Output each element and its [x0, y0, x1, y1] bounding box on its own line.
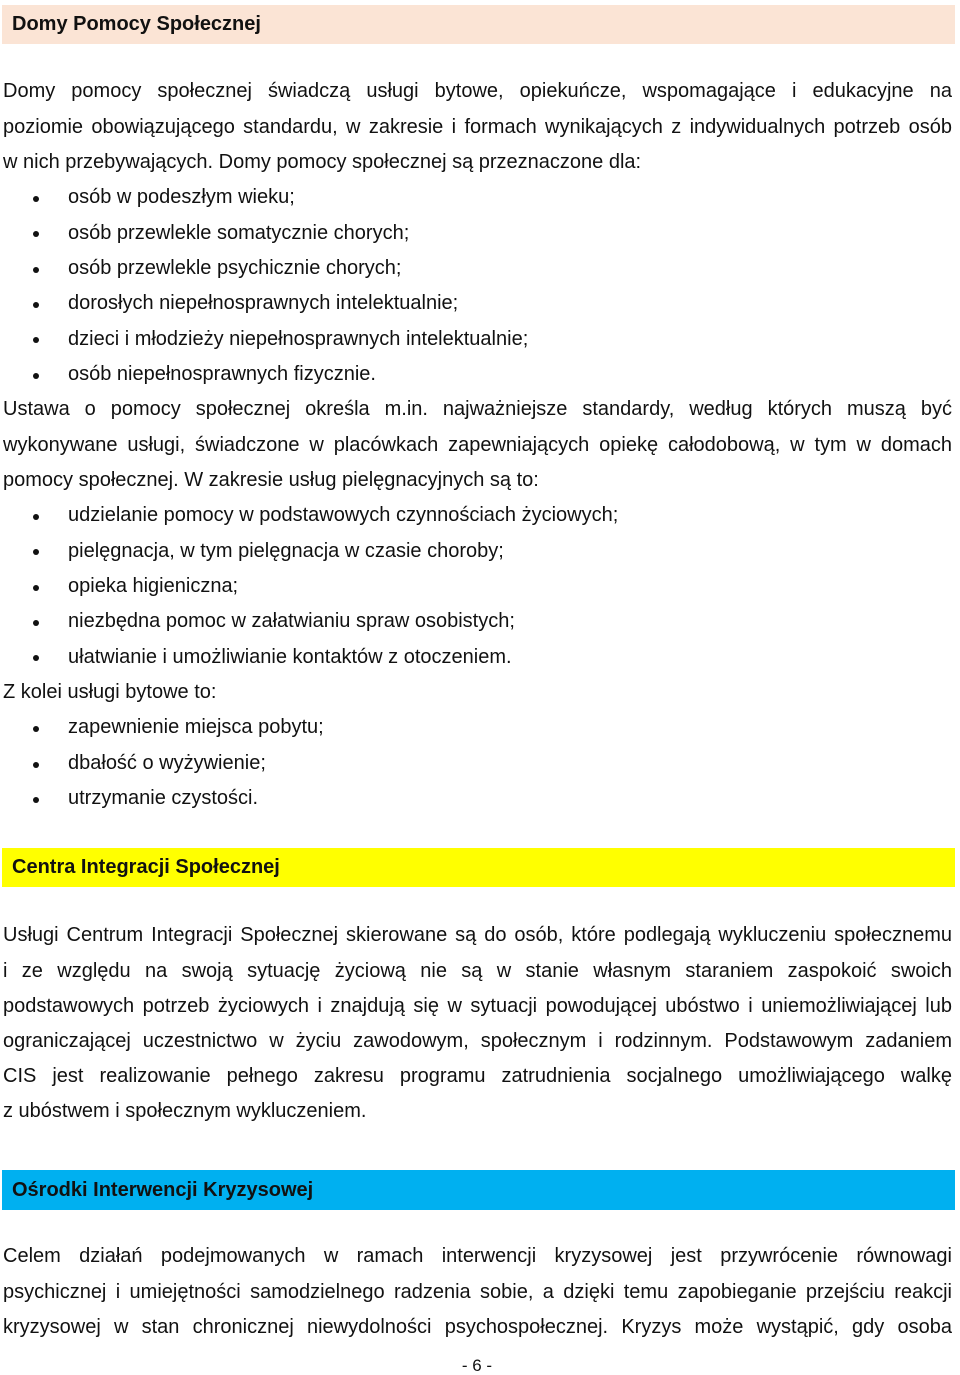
section-heading-dps [2, 5, 955, 44]
paragraph-standards [3, 392, 952, 498]
paragraph-oik [3, 1239, 952, 1346]
bullet-list-living-services [3, 710, 952, 816]
list-item-text: osób przewlekle psychicznie chorych; [68, 257, 402, 280]
bullet-icon [33, 302, 39, 308]
section-heading-text: Centra Integracji Społecznej [12, 856, 280, 878]
list-item [3, 286, 952, 321]
list-item-text: utrzymanie czystości. [68, 787, 259, 810]
bullet-icon [33, 762, 39, 768]
page-number: - 6 - [461, 1356, 493, 1375]
list-item-text: opieka higieniczna; [68, 575, 239, 598]
list-item-text: osób w podeszłym wieku; [68, 186, 295, 209]
bullet-icon [33, 196, 39, 202]
paragraph-line: z ubóstwem i społecznym wykluczeniem. [3, 1100, 367, 1123]
list-item-text: dbałość o wyżywienie; [68, 751, 266, 774]
list-item [3, 781, 952, 816]
bullet-icon [33, 726, 39, 732]
bullet-icon [33, 797, 39, 803]
list-item [3, 357, 952, 392]
bullet-icon [33, 514, 39, 520]
list-item [3, 216, 952, 251]
bullet-icon [33, 373, 39, 379]
list-item-text: dzieci i młodzieży niepełnosprawnych intelektualnie; [68, 327, 529, 350]
list-item [3, 498, 952, 533]
list-item [3, 180, 952, 215]
list-item [3, 251, 952, 286]
section-heading-text: Ośrodki Interwencji Kryzysowej [12, 1178, 314, 1201]
bullet-icon [33, 337, 39, 343]
paragraph-line: kryzysowej w stan chronicznej niewydolności psychospołecznej. Kryzys może wystąpić, gdy osoba [3, 1316, 952, 1339]
list-item-text: osób niepełnosprawnych fizycznie. [68, 363, 376, 386]
paragraph-line: wykonywane usługi, świadczone w placówkach zapewniających opiekę całodobową, w tym w domach [3, 433, 952, 456]
list-item-text: osób przewlekle somatycznie chorych; [68, 221, 410, 244]
section-heading-text: Domy Pomocy Społecznej [12, 13, 261, 35]
bullet-list-care-services [3, 498, 952, 675]
list-item [3, 604, 952, 639]
paragraph-line: i ze względu na swoją sytuację życiową nie są w stanie własnym staraniem zaspokoić swoich [3, 959, 952, 982]
list-item [3, 640, 952, 675]
section-heading-oik [2, 1170, 955, 1210]
bullet-icon [33, 655, 39, 661]
bullet-list-residents [3, 180, 952, 392]
paragraph-line: Domy pomocy społecznej świadczą usługi bytowe, opiekuńcze, wspomagające i edukacyjne na [3, 80, 952, 103]
paragraph-living-services-intro: Z kolei usługi bytowe to: [3, 681, 217, 704]
bullet-icon [33, 267, 39, 273]
bullet-icon [33, 231, 39, 237]
paragraph-line: psychicznej i umiejętności samodzielnego radzenia sobie, a dzięki temu zapobieganie przejściu reakcji [3, 1280, 952, 1303]
list-item-text: zapewnienie miejsca pobytu; [68, 716, 324, 739]
paragraph-line: Usługi Centrum Integracji Społecznej skierowane są do osób, które podlegają wykluczeniu społecznemu [3, 924, 952, 947]
paragraph-line: pomocy społecznej. W zakresie usług pielęgnacyjnych są to: [3, 469, 539, 492]
list-item-text: pielęgnacja, w tym pielęgnacja w czasie choroby; [68, 539, 504, 562]
list-item [3, 569, 952, 604]
bullet-icon [33, 585, 39, 591]
paragraph-line: w nich przebywających. Domy pomocy społecznej są przeznaczone dla: [3, 150, 642, 173]
paragraph-line: CIS jest realizowanie pełnego zakresu programu zatrudnienia socjalnego umożliwiającego walkę [3, 1065, 952, 1088]
section-heading-cis [2, 848, 955, 887]
list-item [3, 710, 952, 745]
paragraph-line: Ustawa o pomocy społecznej określa m.in. najważniejsze standardy, według których muszą być [3, 398, 952, 421]
list-item-text: dorosłych niepełnosprawnych intelektualnie; [68, 292, 459, 315]
list-item [3, 746, 952, 781]
list-item-text: niezbędna pomoc w załatwianiu spraw osobistych; [68, 610, 515, 633]
paragraph-intro [3, 74, 952, 180]
paragraph-line: podstawowych potrzeb życiowych i znajdują się w sytuacji powodującej ubóstwo i uniemożliwiającej lub [3, 994, 952, 1017]
section-body-oik [3, 1239, 952, 1346]
list-item-text: udzielanie pomocy w podstawowych czynnościach życiowych; [68, 504, 619, 527]
paragraph-line: poziomie obowiązującego standardu, w zakresie i formach wynikających z indywidualnych potrzeb osób [3, 115, 952, 138]
list-item [3, 322, 952, 357]
paragraph-line: ograniczającej uczestnictwo w życiu zawodowym, społecznym i rodzinnym. Podstawowym zadaniem [3, 1030, 952, 1052]
section-body-dps [3, 74, 952, 816]
bullet-icon [33, 549, 39, 555]
paragraph-line: Celem działań podejmowanych w ramach interwencji kryzysowej jest przywrócenie równowagi [3, 1245, 952, 1268]
list-item [3, 534, 952, 569]
paragraph-cis [3, 918, 952, 1129]
bullet-icon [33, 620, 39, 626]
list-item-text: ułatwianie i umożliwianie kontaktów z otoczeniem. [68, 645, 512, 668]
section-body-cis [3, 918, 952, 1129]
